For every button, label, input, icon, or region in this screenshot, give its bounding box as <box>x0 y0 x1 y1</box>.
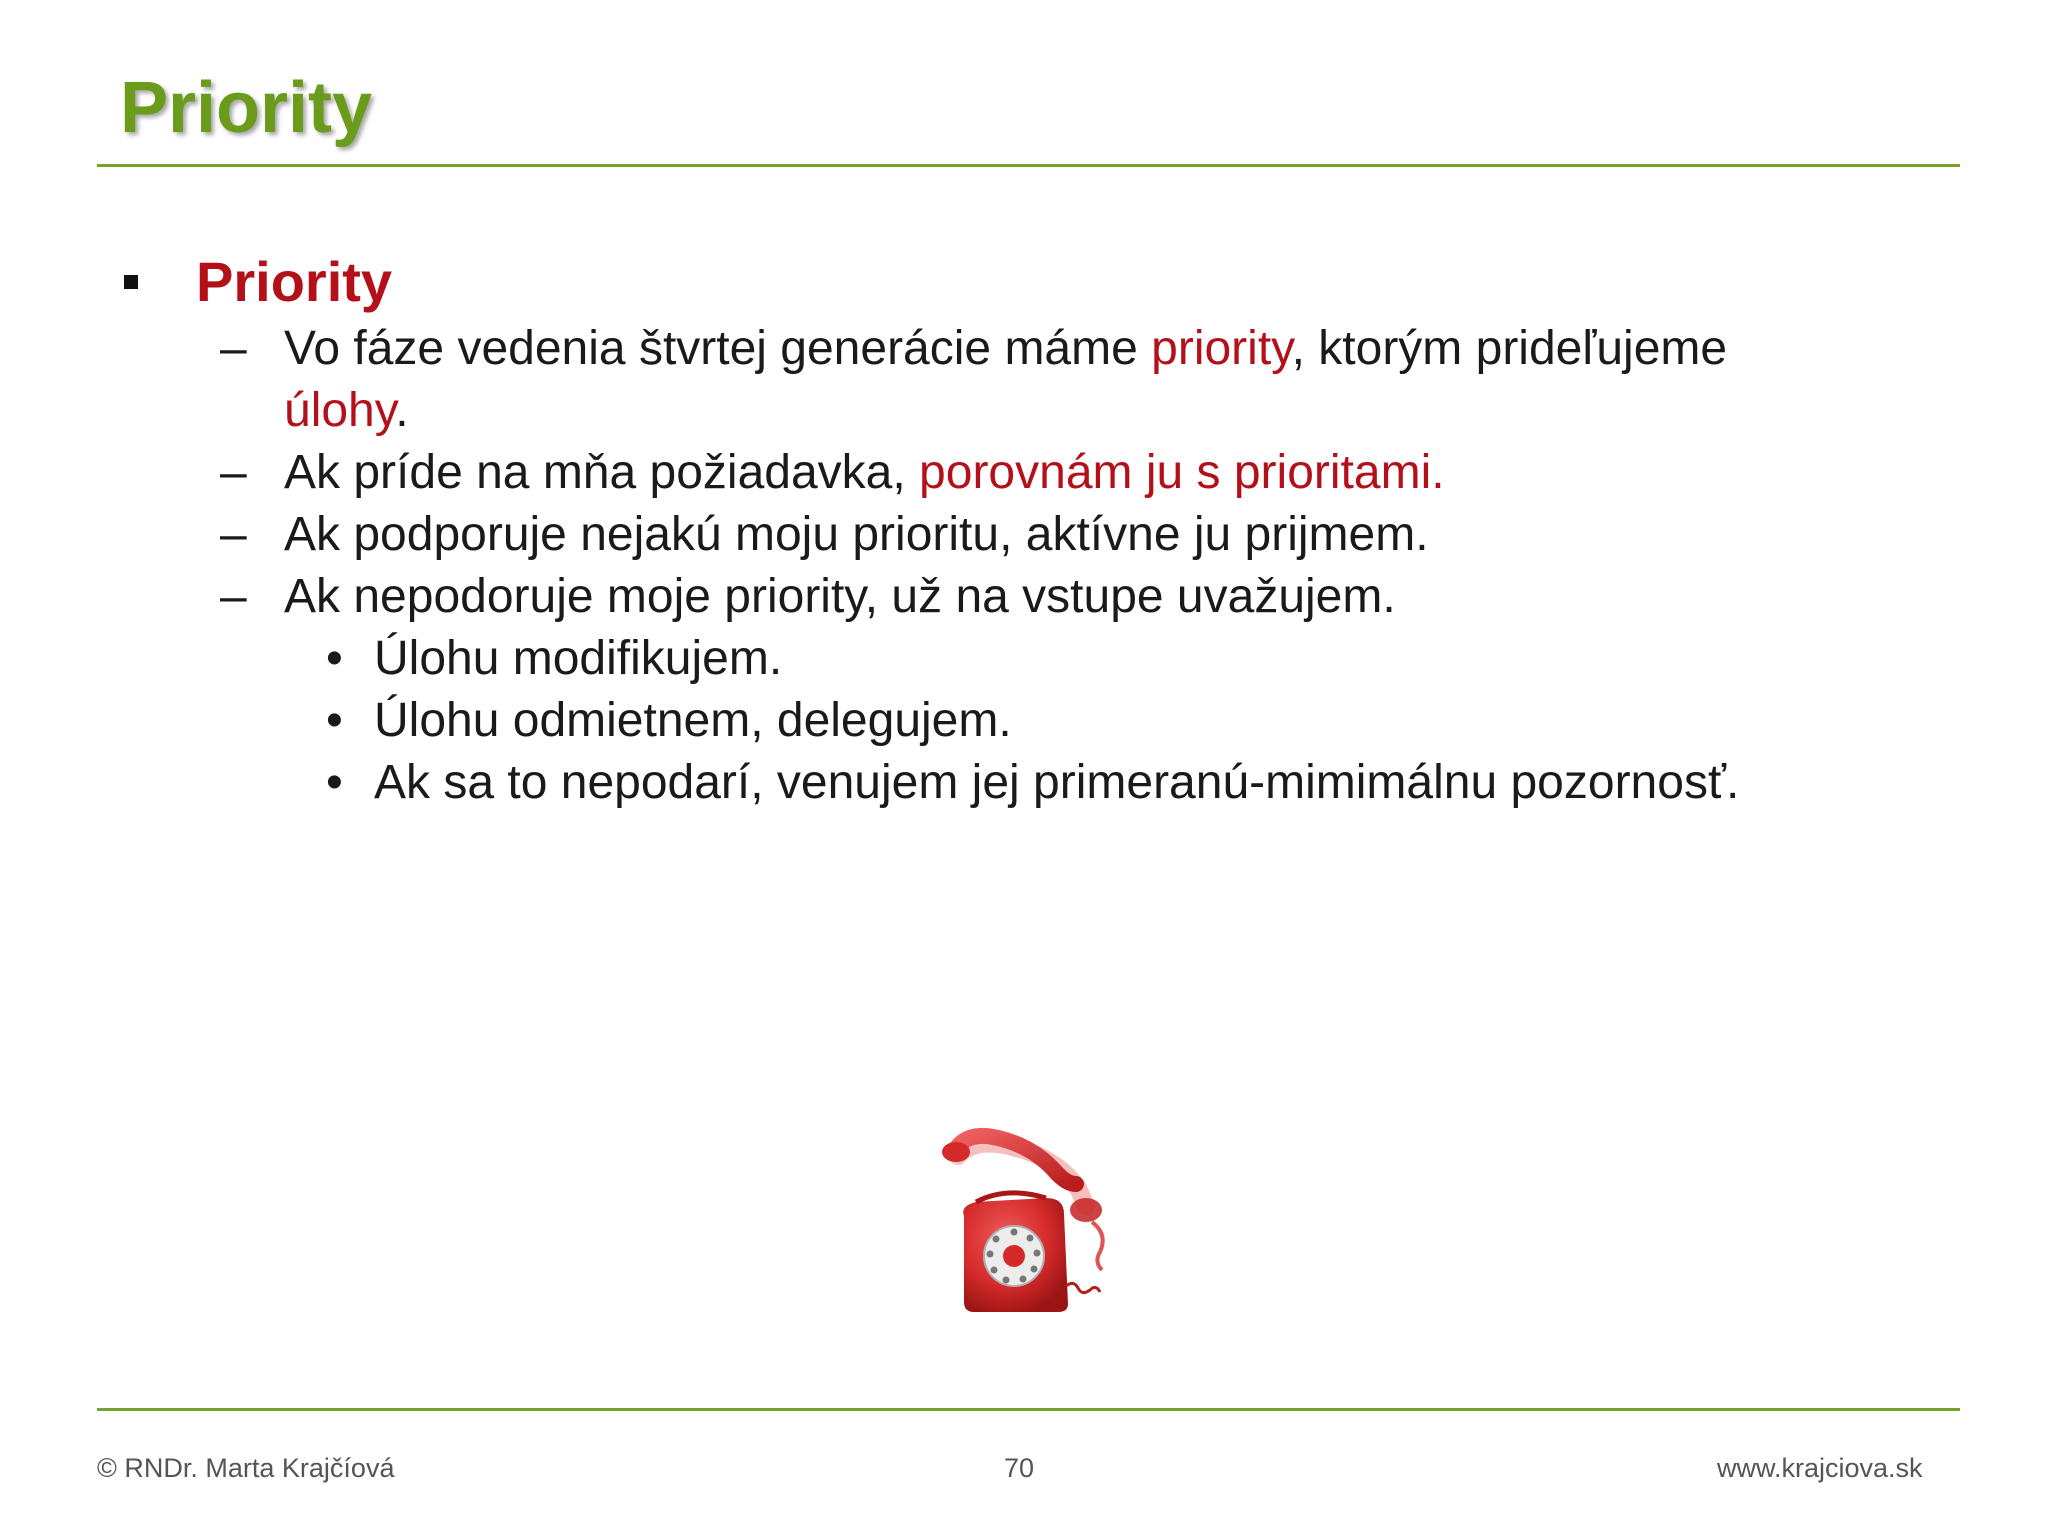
item-text: Ak nepodoruje moje priority, už na vstupe uvažujem. <box>284 570 1396 623</box>
list-item-continuation <box>284 380 409 442</box>
dot-marker: • <box>326 632 343 685</box>
footer-divider <box>97 1408 1960 1411</box>
list-item <box>284 318 1727 380</box>
dot-marker: • <box>326 756 343 809</box>
dash-marker: – <box>220 508 247 561</box>
item-text: Ak podporuje nejakú moju prioritu, aktívne ju prijmem. <box>284 508 1429 561</box>
item-text: , ktorým prideľujeme <box>1291 322 1728 375</box>
dot-marker: • <box>326 694 343 747</box>
content-heading: Priority <box>196 250 393 313</box>
item-highlight: porovnám ju s prioritami. <box>919 446 1445 499</box>
square-bullet-icon <box>124 275 138 289</box>
footer-website: www.krajciova.sk <box>1717 1453 1923 1483</box>
sub-list-item: Ak sa to nepodarí, venujem jej primeranú-mimimálnu pozornosť. <box>374 756 1740 809</box>
list-item <box>284 442 1445 504</box>
item-text: Vo fáze vedenia štvrtej generácie máme <box>284 322 1152 375</box>
page-number: 70 <box>1004 1453 1035 1483</box>
item-text: . <box>395 384 409 437</box>
item-highlight: úlohy <box>284 384 396 437</box>
footer-author: © RNDr. Marta Krajčíová <box>97 1453 395 1483</box>
dash-marker: – <box>220 322 247 375</box>
dash-marker: – <box>220 446 247 499</box>
sub-list-item: Úlohu modifikujem. <box>374 632 783 685</box>
item-highlight: priority <box>1151 322 1292 375</box>
item-text: Ak príde na mňa požiadavka, <box>284 446 920 499</box>
title-divider <box>97 164 1960 167</box>
list-item <box>284 504 1429 566</box>
list-item <box>284 566 1396 628</box>
slide-title: Priority <box>120 68 373 148</box>
red-telephone-icon <box>936 1126 1126 1316</box>
dash-marker: – <box>220 570 247 623</box>
sub-list-item: Úlohu odmietnem, delegujem. <box>374 694 1012 747</box>
